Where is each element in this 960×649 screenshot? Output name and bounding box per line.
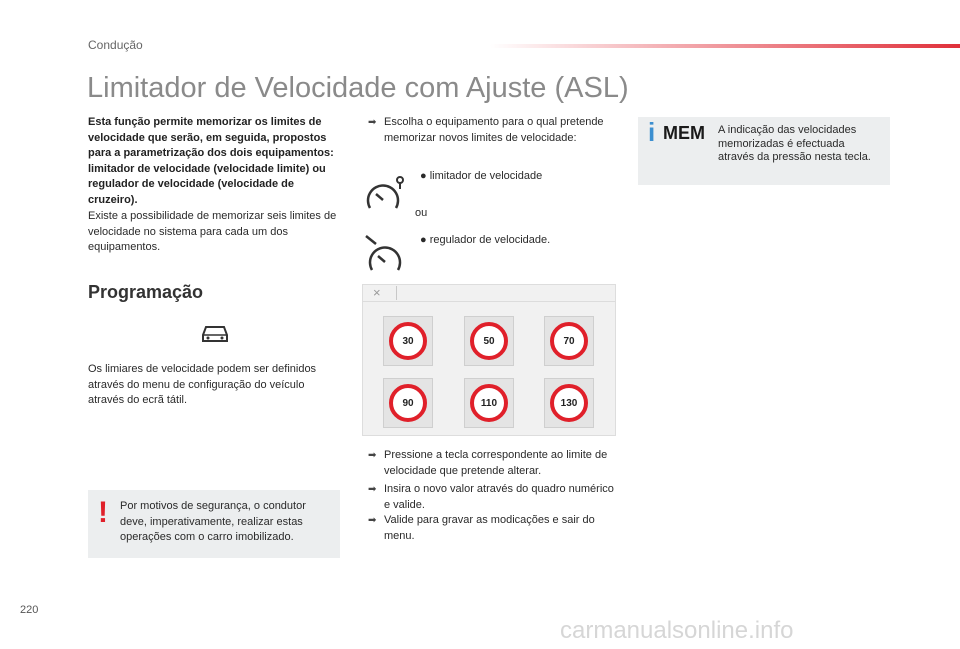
step-text: Pressione a tecla correspondente ao limite de velocidade que pretende alterar. [384, 449, 608, 477]
speed-sign: 30 [389, 322, 427, 360]
option-cruise: ● regulador de velocidade. [420, 234, 551, 246]
watermark: carmanualsonline.info [560, 617, 794, 644]
info-icon: i [648, 117, 656, 147]
warning-icon: ! [98, 496, 108, 529]
intro-text: Existe a possibilidade de memorizar seis limites de velocidade no sistema para cada um dos equipamentos. [88, 210, 337, 253]
intro-bold: Esta função permite memorizar os limites de velocidade que serão, em seguida, propostos para a parametrização dos dois equipamentos: limitador de velocidade (velocidade limite) ou regulador de velocidade (velocidade de cruzeiro). [88, 116, 334, 206]
arrow-bullet-icon: ➡ [368, 450, 377, 461]
step-item [368, 448, 618, 479]
cruise-control-icon [362, 232, 406, 276]
speed-sign: 110 [470, 384, 508, 422]
arrow-bullet-icon: ➡ [368, 484, 377, 495]
arrow-bullet-icon: ➡ [368, 117, 377, 128]
mem-key-label: MEM [663, 123, 705, 143]
step-item [368, 513, 618, 544]
choose-step [368, 115, 613, 146]
speed-tile[interactable] [383, 316, 433, 366]
step-text: Insira o novo valor através do quadro numérico e valide. [384, 483, 614, 511]
screen-toolbar [362, 284, 616, 302]
arrow-bullet-icon: ➡ [368, 515, 377, 526]
choose-text: Escolha o equipamento para o qual pretende memorizar novos limites de velocidade: [384, 116, 604, 144]
option-limiter: ● limitador de velocidade [420, 170, 543, 182]
speed-sign: 130 [550, 384, 588, 422]
step-item [368, 482, 618, 513]
speed-sign: 90 [389, 384, 427, 422]
warning-text: Por motivos de segurança, o condutor deve, imperativamente, realizar estas operações com o carro imobilizado. [120, 500, 306, 543]
speed-tile[interactable] [544, 316, 594, 366]
speed-sign: 70 [550, 322, 588, 360]
speed-tile[interactable] [544, 378, 594, 428]
or-label: ou [415, 207, 428, 219]
section-label: Condução [88, 38, 143, 52]
info-text: A indicação das velocidades memorizadas é efectuada através da pressão nesta tecla. [718, 124, 871, 163]
speed-tile[interactable] [464, 316, 514, 366]
programming-text: Os limiares de velocidade podem ser definidos através do menu de configuração do veículo através do ecrã tátil. [88, 363, 317, 406]
speed-tile[interactable] [383, 378, 433, 428]
programming-heading: Programação [88, 282, 204, 302]
car-icon [199, 321, 231, 345]
option-limiter-label: limitador de velocidade [429, 170, 543, 182]
speed-tile[interactable] [464, 378, 514, 428]
step-text: Valide para gravar as modicações e sair do menu. [384, 514, 595, 542]
speed-sign: 50 [470, 322, 508, 360]
page-number: 220 [20, 604, 39, 616]
option-cruise-label: regulador de velocidade. [429, 234, 551, 246]
steps-list [368, 448, 618, 544]
close-button[interactable]: × [373, 285, 381, 300]
toolbar-divider [396, 286, 397, 300]
header-bar [490, 44, 960, 48]
speed-limiter-icon [362, 172, 406, 216]
page-title: Limitador de Velocidade com Ajuste (ASL) [87, 72, 629, 104]
